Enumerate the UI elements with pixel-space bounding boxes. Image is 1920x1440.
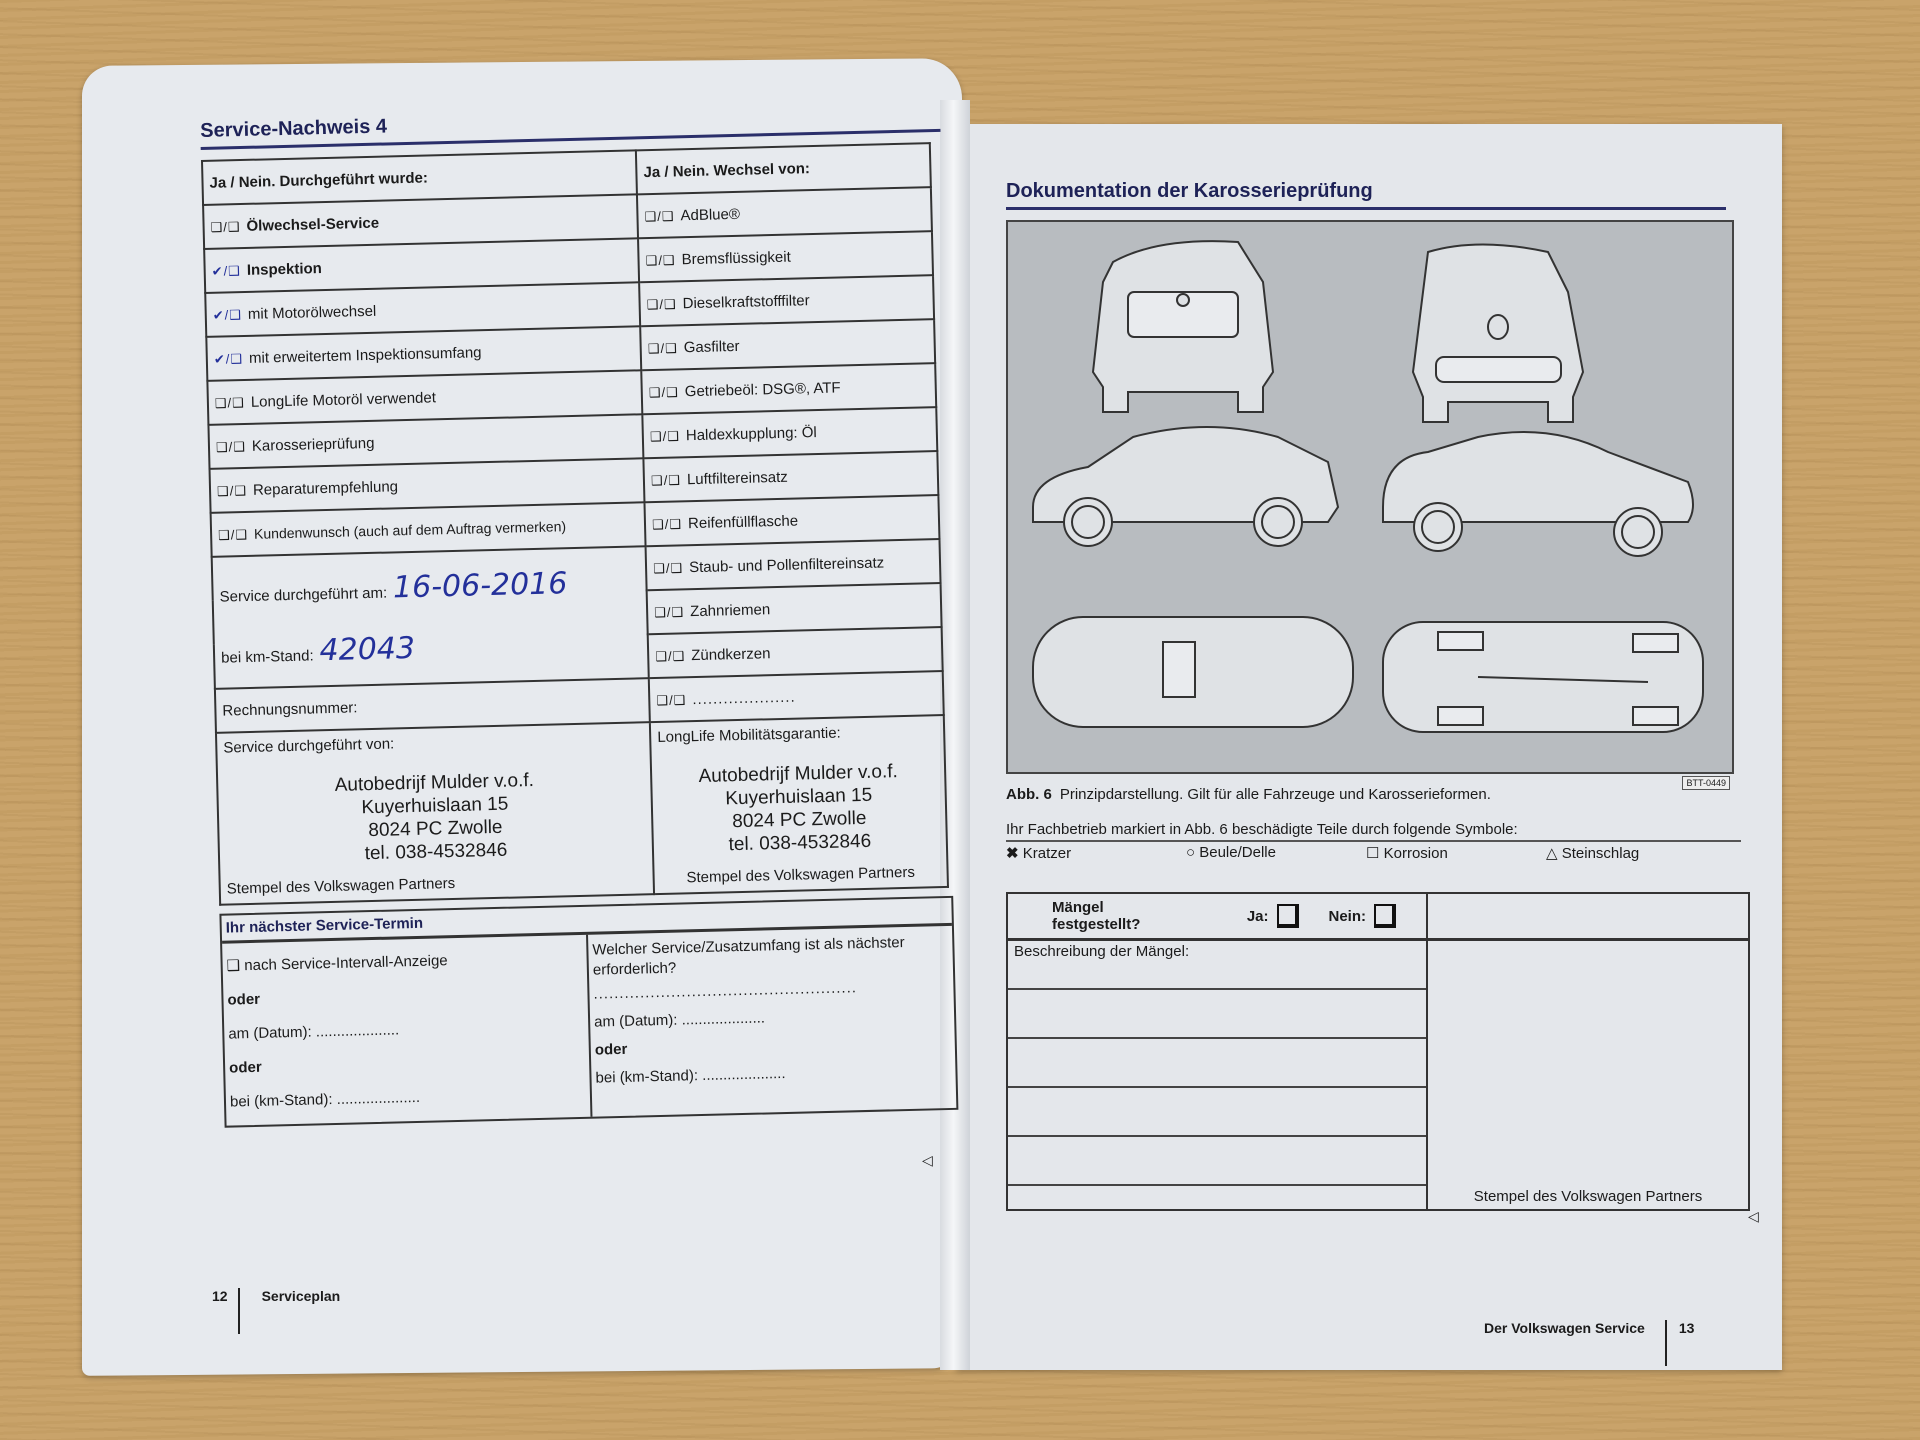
or-label: oder <box>227 990 261 1009</box>
defects-stamp-area <box>1428 941 1748 1209</box>
yes-no-checkbox[interactable]: ❑/❑ <box>647 339 678 356</box>
item-label: Dieselkraftstofffilter <box>682 291 810 312</box>
figure-caption <box>1006 786 1726 803</box>
item-label: Staub- und Pollenfiltereinsatz <box>688 553 885 576</box>
legend-stone-chip: △ Steinschlag <box>1546 845 1640 862</box>
column-header-replaced: Ja / Nein. Wechsel von: <box>636 143 931 194</box>
yes-no-checkbox[interactable]: ❑/❑ <box>648 383 679 400</box>
legend-corrosion: ☐ Korrosion <box>1366 845 1448 862</box>
defects-box <box>1006 892 1750 1211</box>
description-line[interactable] <box>1008 990 1426 1039</box>
defects-description-lines[interactable] <box>1008 941 1428 1209</box>
defects-yes-option[interactable] <box>1247 904 1299 928</box>
next-service-left <box>222 935 590 1126</box>
legend-scratch: ✖ Kratzer <box>1006 845 1072 862</box>
item-label: Kundenwunsch (auch auf dem Auftrag vermerken) <box>253 517 567 542</box>
dealer-stamp <box>224 766 646 868</box>
checkbox-row-custom[interactable] <box>649 671 944 722</box>
caption-text: Prinzipdarstellung. Gilt für alle Fahrzeuge und Karosserieformen. <box>1059 786 1491 803</box>
checkbox-row-spark-plugs[interactable] <box>648 627 943 678</box>
checkbox-row-brake-fluid[interactable] <box>638 231 933 282</box>
dealer-city: 8024 PC Zwolle <box>368 816 503 842</box>
yes-no-checkbox[interactable]: ❑/❑ <box>650 471 682 488</box>
yes-no-checkbox[interactable]: ❑/❑ <box>656 691 687 708</box>
continue-arrow-icon: ◁ <box>922 1152 933 1168</box>
dealer-street: Kuyerhuislaan 15 <box>361 793 509 819</box>
item-label: AdBlue® <box>680 205 741 224</box>
item-label: LongLife Motoröl verwendet <box>250 388 437 411</box>
continue-arrow-icon: ◁ <box>1748 1208 1759 1224</box>
page-title: Service-Nachweis 4 <box>200 102 941 150</box>
caption-label: Abb. 6 <box>1006 786 1052 803</box>
yes-no-checkbox[interactable]: ❑/❑ <box>646 295 677 312</box>
service-record-section <box>200 102 964 1128</box>
dealer-street: Kuyerhuislaan 15 <box>725 784 873 810</box>
left-page-footer <box>212 1288 340 1334</box>
yes-no-checkbox[interactable]: ❑/❑ <box>215 438 247 455</box>
item-label: Getriebeöl: DSG®, ATF <box>684 378 841 400</box>
defects-no-option[interactable] <box>1329 904 1397 928</box>
km-value[interactable]: 42043 <box>319 630 416 669</box>
defects-question: Mängel festgestellt? <box>1052 899 1141 933</box>
legend-intro: Ihr Fachbetrieb markiert in Abb. 6 beschädigte Teile durch folgende Symbole: <box>1006 821 1741 842</box>
checkbox-row-diesel-filter[interactable] <box>639 275 934 326</box>
stamp-label: Stempel des Volkswagen Partners <box>226 874 456 898</box>
item-label: mit erweitertem Inspektionsumfang <box>248 343 482 367</box>
yes-no-checkbox[interactable]: ❑/❑ <box>649 427 681 444</box>
car-outline-icon <box>1008 222 1732 772</box>
footer-section: Der Volkswagen Service <box>1484 1320 1645 1336</box>
checkbox-row-tyre-inflation[interactable] <box>645 495 940 546</box>
mobility-guarantee-cell <box>650 715 948 894</box>
triangle-icon: △ <box>1546 845 1558 862</box>
footer-section: Serviceplan <box>261 1288 341 1304</box>
performed-by-stamp-cell <box>216 722 654 905</box>
vehicle-diagram-figure[interactable] <box>1006 220 1734 788</box>
next-service-title: Ihr nächster Service-Termin <box>221 898 951 944</box>
invoice-label: Rechnungsnummer: <box>222 698 358 720</box>
performed-by-label: Service durchgeführt von: <box>223 735 395 757</box>
stamp-label: Stempel des Volkswagen Partners <box>686 863 916 887</box>
no-label: Nein: <box>1328 907 1366 925</box>
next-service-question: Welcher Service/Zusatzumfang ist als nächster erforderlich? <box>592 934 905 979</box>
right-page-footer <box>1484 1320 1694 1366</box>
footer-divider <box>1665 1320 1667 1366</box>
footer-divider <box>238 1288 240 1334</box>
description-line[interactable] <box>1008 1039 1426 1088</box>
next-km-field[interactable]: bei (km-Stand): .................... <box>595 1064 786 1087</box>
dealer-phone: tel. 038-4532846 <box>728 830 872 856</box>
yes-no-checkbox[interactable]: ❑/❑ <box>653 559 684 576</box>
yes-no-checkbox[interactable]: ❑/❑ <box>645 251 676 268</box>
item-label: Reparaturempfehlung <box>252 477 399 499</box>
column-header-performed: Ja / Nein. Durchgeführt wurde: <box>202 150 637 205</box>
or-label: oder <box>594 1040 628 1059</box>
stamp-label: Stempel des Volkswagen Partners <box>1473 1188 1703 1205</box>
yes-no-checkbox[interactable]: ❑/❑ <box>214 394 246 411</box>
item-label: Haldexkupplung: Öl <box>685 423 817 444</box>
or-label: oder <box>228 1058 262 1077</box>
checkbox-row-haldex-oil[interactable] <box>642 407 937 458</box>
body-inspection-section <box>1006 180 1726 1211</box>
page-number: 13 <box>1678 1320 1695 1336</box>
checkbox-row-air-filter[interactable] <box>644 451 939 502</box>
dealer-name: Autobedrijf Mulder v.o.f. <box>698 761 899 788</box>
yes-no-checkbox[interactable]: ❑/❑ <box>654 603 685 620</box>
item-label: mit Motorölwechsel <box>247 302 377 323</box>
dealer-city: 8024 PC Zwolle <box>732 807 867 833</box>
description-line[interactable] <box>1008 1137 1426 1186</box>
km-label: bei km-Stand: <box>220 647 314 667</box>
yes-no-checkbox[interactable]: ❑/❑ <box>210 218 241 235</box>
yes-label: Ja: <box>1246 907 1269 925</box>
dealer-name: Autobedrijf Mulder v.o.f. <box>334 770 535 796</box>
page-title: Dokumentation der Karosserieprüfung <box>1006 180 1726 210</box>
next-service-answer-field[interactable]: ................................................... <box>593 979 858 1003</box>
square-icon: ☐ <box>1366 845 1380 862</box>
item-label: Gasfilter <box>683 337 740 356</box>
no-checkbox[interactable] <box>1374 904 1396 928</box>
service-date-value[interactable]: 16-06-2016 <box>392 566 568 606</box>
checked-checkbox[interactable]: ✔/❑ <box>211 262 242 279</box>
figure-code: BTT-0449 <box>1682 776 1730 790</box>
mobility-label: LongLife Mobilitätsgarantie: <box>657 724 841 747</box>
description-line[interactable] <box>1008 1088 1426 1137</box>
checkbox-row-gear-oil[interactable] <box>641 363 936 414</box>
item-label: Luftfiltereinsatz <box>686 468 789 488</box>
next-date-field[interactable]: am (Datum): .................... <box>228 1021 400 1043</box>
checkbox-row-pollen-filter[interactable] <box>646 539 941 590</box>
item-label: Karosserieprüfung <box>251 434 375 455</box>
checkbox-row-gas-filter[interactable] <box>640 319 935 370</box>
checked-checkbox[interactable]: ✔/❑ <box>212 306 243 323</box>
yes-no-checkbox[interactable]: ❑/❑ <box>217 526 249 543</box>
dealer-phone: tel. 038-4532846 <box>364 839 508 865</box>
next-date-field[interactable]: am (Datum): .................... <box>593 1009 766 1031</box>
description-label: Beschreibung der Mängel: <box>1008 941 1426 990</box>
next-service-box <box>219 896 958 1128</box>
service-date-label: Service durchgeführt am: <box>219 584 388 606</box>
interval-option-checkbox[interactable]: ❑ nach Service-Intervall-Anzeige <box>226 952 448 975</box>
custom-item-blank: .................... <box>692 688 796 708</box>
service-table <box>201 142 949 906</box>
circle-icon: ○ <box>1186 844 1196 861</box>
item-label: Inspektion <box>246 259 323 279</box>
item-label: Zündkerzen <box>691 644 771 664</box>
yes-no-checkbox[interactable]: ❑/❑ <box>644 207 675 224</box>
checked-checkbox[interactable]: ✔/❑ <box>213 350 244 367</box>
yes-no-checkbox[interactable]: ❑/❑ <box>216 482 248 499</box>
description-line[interactable] <box>1008 1186 1426 1233</box>
service-date-km-cell <box>212 546 649 689</box>
yes-checkbox[interactable] <box>1277 904 1299 928</box>
dealer-stamp <box>658 759 940 858</box>
yes-no-checkbox[interactable]: ❑/❑ <box>655 647 686 664</box>
item-label: Bremsflüssigkeit <box>681 248 791 268</box>
damage-legend <box>1006 844 1726 862</box>
legend-dent: ○ Beule/Delle <box>1186 844 1276 861</box>
page-number: 12 <box>212 1288 228 1304</box>
checkbox-row-timing-belt[interactable] <box>647 583 942 634</box>
checkbox-row-adblue[interactable] <box>637 187 932 238</box>
next-km-field[interactable]: bei (km-Stand): .................... <box>229 1088 421 1111</box>
cross-icon: ✖ <box>1006 845 1019 862</box>
item-label: Reifenfüllflasche <box>687 512 799 532</box>
next-service-right <box>586 926 956 1117</box>
item-label: Zahnriemen <box>689 600 771 620</box>
yes-no-checkbox[interactable]: ❑/❑ <box>651 515 683 532</box>
item-label: Ölwechsel-Service <box>246 214 380 235</box>
